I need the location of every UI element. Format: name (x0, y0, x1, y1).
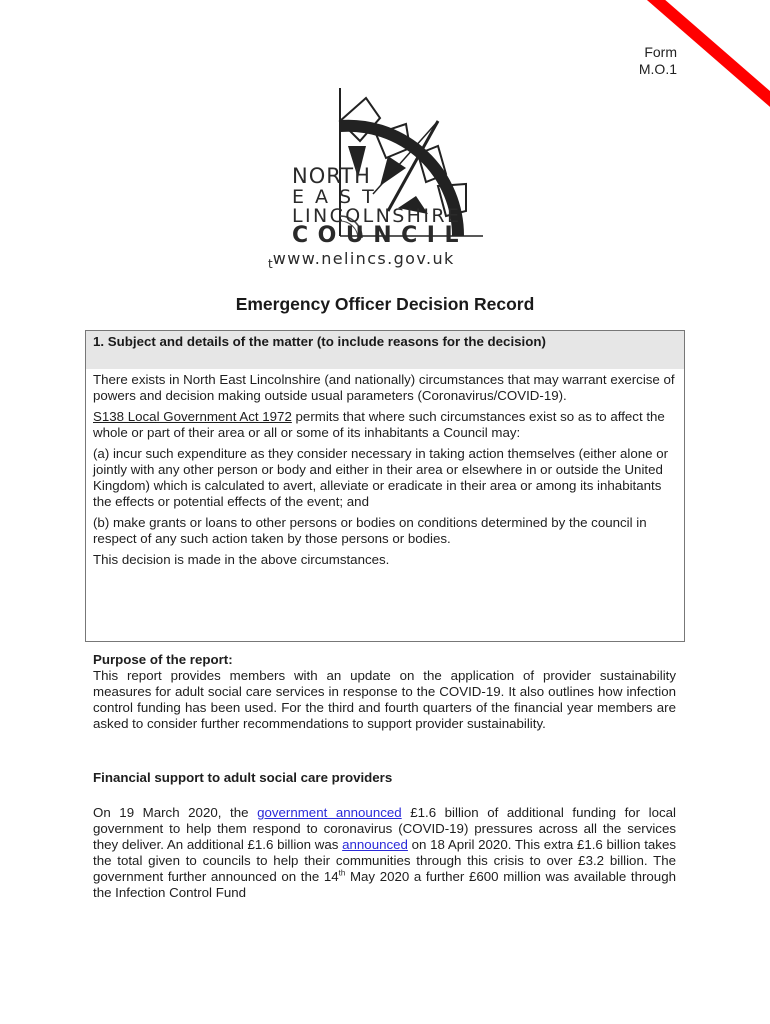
purpose-heading: Purpose of the report: (93, 652, 233, 667)
website-url: www.nelincs.gov.uk (272, 249, 455, 268)
box-heading: 1. Subject and details of the matter (to include reasons for the decision) (86, 331, 684, 369)
purpose-text: This report provides members with an update on the application of provider sustainability measures for adult social care services in response to the COVID-19. It also outlines how infection control funding has been used. For the third and fourth quarters of the financial year members are asked to consider further recommendations to support provider sustainability. (93, 668, 676, 731)
logo-text-east: EAST (292, 186, 385, 208)
announced-link[interactable]: announced (342, 837, 408, 852)
council-logo (268, 86, 488, 271)
form-label: Form (644, 44, 677, 60)
text-run: May 2020 a further £600 million was available through the Infection Control Fund (93, 869, 676, 900)
act-reference-link[interactable]: S138 Local Government Act 1972 (93, 409, 292, 424)
logo-text-north: NORTH (292, 164, 371, 188)
form-number: M.O.1 (638, 61, 677, 77)
box-paragraph: This decision is made in the above circumstances. (93, 552, 390, 567)
box-paragraph (93, 409, 678, 441)
text-run: £1.6 billion of additional funding for local government to help them respond to coronavirus (COVID-19) pressures across all the services they deliver. An additional £1.6 billion was (93, 805, 676, 852)
box-paragraph: There exists in North East Lincolnshire (and nationally) circumstances that may warrant exercise of powers and decision making outside usual parameters (Coronavirus/COVID-19). (93, 372, 675, 403)
government-announced-link[interactable]: government announced (257, 805, 402, 820)
financial-heading: Financial support to adult social care providers (93, 770, 393, 785)
logo-text-lincolnshire: LINCOLNSHIRE (292, 205, 462, 227)
form-identifier (639, 44, 677, 78)
box-paragraph: (a) incur such expenditure as they consider necessary in taking action themselves (either alone or jointly with any other person or body and either in their area or elsewhere in or outside the United Kingdom) which is calculated to avert, alleviate or eradicate in their area or among its inhabitants the effects or potential effects of the event; and (93, 446, 669, 509)
text-run: on 18 April 2020. This extra £1.6 billion takes the total given to councils to help their communities through this crisis to over £3.2 billion. The government further announced on the 14 (93, 837, 676, 884)
ordinal-suffix: th (338, 868, 346, 878)
text-run: On 19 March 2020, the (93, 805, 258, 820)
box-paragraph: (b) make grants or loans to other persons or bodies on conditions determined by the council in respect of any such action taken by those persons or bodies. (93, 515, 647, 546)
logo-website (268, 249, 455, 271)
financial-text (93, 805, 676, 901)
purpose-section (93, 652, 676, 732)
logo-text-council: COUNCIL (292, 223, 468, 248)
box-paragraph-text: permits that where such circumstances exist so as to affect the whole or part of their area or all or some of its inhabitants a Council may: (93, 409, 665, 440)
box-body (86, 369, 684, 568)
subject-details-box (85, 330, 685, 642)
web-prefix: t (268, 257, 273, 271)
document-title: Emergency Officer Decision Record (235, 294, 535, 314)
financial-section (93, 770, 676, 901)
